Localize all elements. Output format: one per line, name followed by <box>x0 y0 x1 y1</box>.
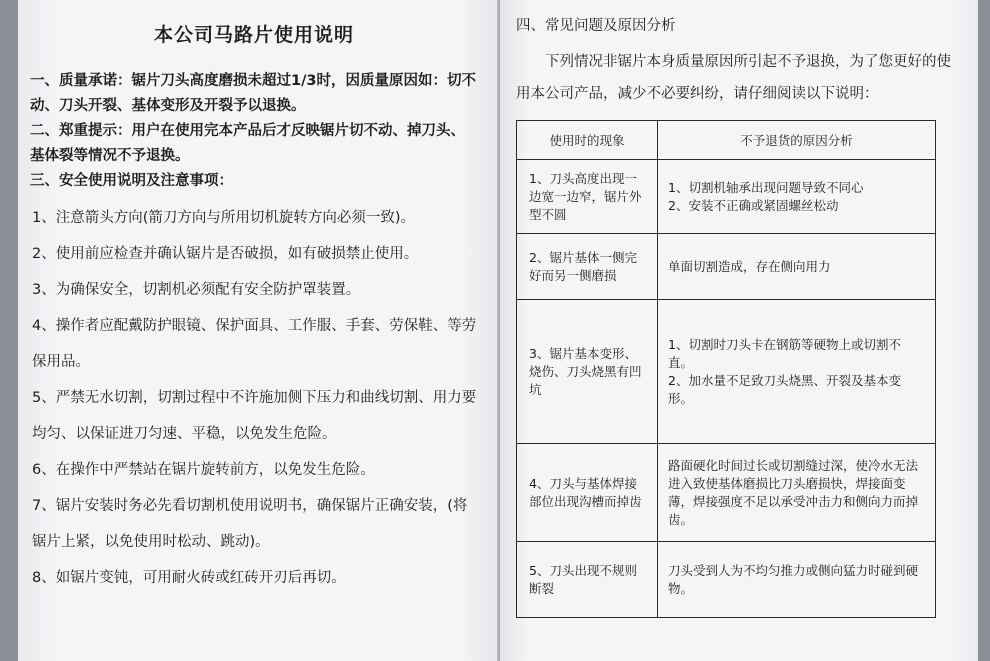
table-row <box>517 160 936 234</box>
reason-cell: 1、切割机轴承出现问题导致不同心 2、安装不正确或紧固螺丝松动 <box>658 160 936 234</box>
symptom-cell: 5、刀头出现不规则断裂 <box>517 542 658 618</box>
safety-heading: 三、安全使用说明及注意事项： <box>30 173 233 189</box>
quality-commitment: 一、质量承诺：锯片刀头高度磨损未超过1/3时，因质量原因如：切不动、刀头开裂、基体变形及开裂予以退换。 <box>30 73 476 114</box>
table-header-symptom: 使用时的现象 <box>517 121 658 160</box>
list-item: 2、使用前应检查并确认锯片是否破损，如有破损禁止使用。 <box>32 246 419 262</box>
reason-cell: 路面硬化时间过长或切割缝过深，使冷水无法进入致使基体磨损比刀头磨损快，焊接面变薄，焊接强度不足以承受冲击力和侧向力而掉齿。 <box>658 444 936 542</box>
table-header-reason: 不予退货的原因分析 <box>658 121 936 160</box>
intro-paragraph: 下列情况非锯片本身质量原因所引起不予退换，为了您更好的使用本公司产品，减少不必要纠纷，请仔细阅读以下说明： <box>516 54 951 102</box>
list-item: 6、在操作中严禁站在锯片旋转前方，以免发生危险。 <box>32 462 375 478</box>
left-page <box>18 0 498 661</box>
table-row <box>517 300 936 444</box>
symptom-cell: 4、刀头与基体焊接部位出现沟槽而掉齿 <box>517 444 658 542</box>
document-title: 本公司马路片使用说明 <box>153 24 354 46</box>
list-item: 7、锯片安装时务必先看切割机使用说明书，确保锯片正确安装，(将锯片上紧，以免使用时松动、跳动)。 <box>32 498 468 550</box>
right-page <box>500 0 978 661</box>
reason-cell: 单面切割造成，存在侧向用力 <box>658 234 936 300</box>
important-notice: 二、郑重提示：用户在使用完本产品后才反映锯片切不动、掉刀头、基体裂等情况不予退换。 <box>30 123 465 164</box>
list-item: 4、操作者应配戴防护眼镜、保护面具、工作服、手套、劳保鞋、等劳保用品。 <box>32 318 477 370</box>
table-row <box>517 234 936 300</box>
symptom-cell: 1、刀头高度出现一边宽一边窄，锯片外型不圆 <box>517 160 658 234</box>
list-item: 1、注意箭头方向(箭刀方向与所用切机旋转方向必须一致)。 <box>32 210 416 226</box>
list-item: 5、严禁无水切割，切割过程中不许施加侧下压力和曲线切割、用力要均匀、以保证进刀匀速、平稳，以免发生危险。 <box>32 390 477 442</box>
safety-list <box>30 200 478 596</box>
table-row <box>517 542 936 618</box>
symptom-cell: 3、锯片基本变形、烧伤、刀头烧黑有凹坑 <box>517 300 658 444</box>
reason-cell: 1、切割时刀头卡在钢筋等硬物上或切割不直。 2、加水量不足致刀头烧黑、开裂及基本变形。 <box>658 300 936 444</box>
section-title: 四、常见问题及原因分析 <box>516 18 676 34</box>
symptom-cell: 2、锯片基体一侧完好而另一侧磨损 <box>517 234 658 300</box>
problem-table <box>516 120 936 618</box>
list-item: 8、如锯片变钝，可用耐火砖或红砖开刃后再切。 <box>32 570 346 586</box>
table-row <box>517 444 936 542</box>
list-item: 3、为确保安全，切割机必须配有安全防护罩装置。 <box>32 282 361 298</box>
reason-cell: 刀头受到人为不均匀推力或侧向猛力时碰到硬物。 <box>658 542 936 618</box>
